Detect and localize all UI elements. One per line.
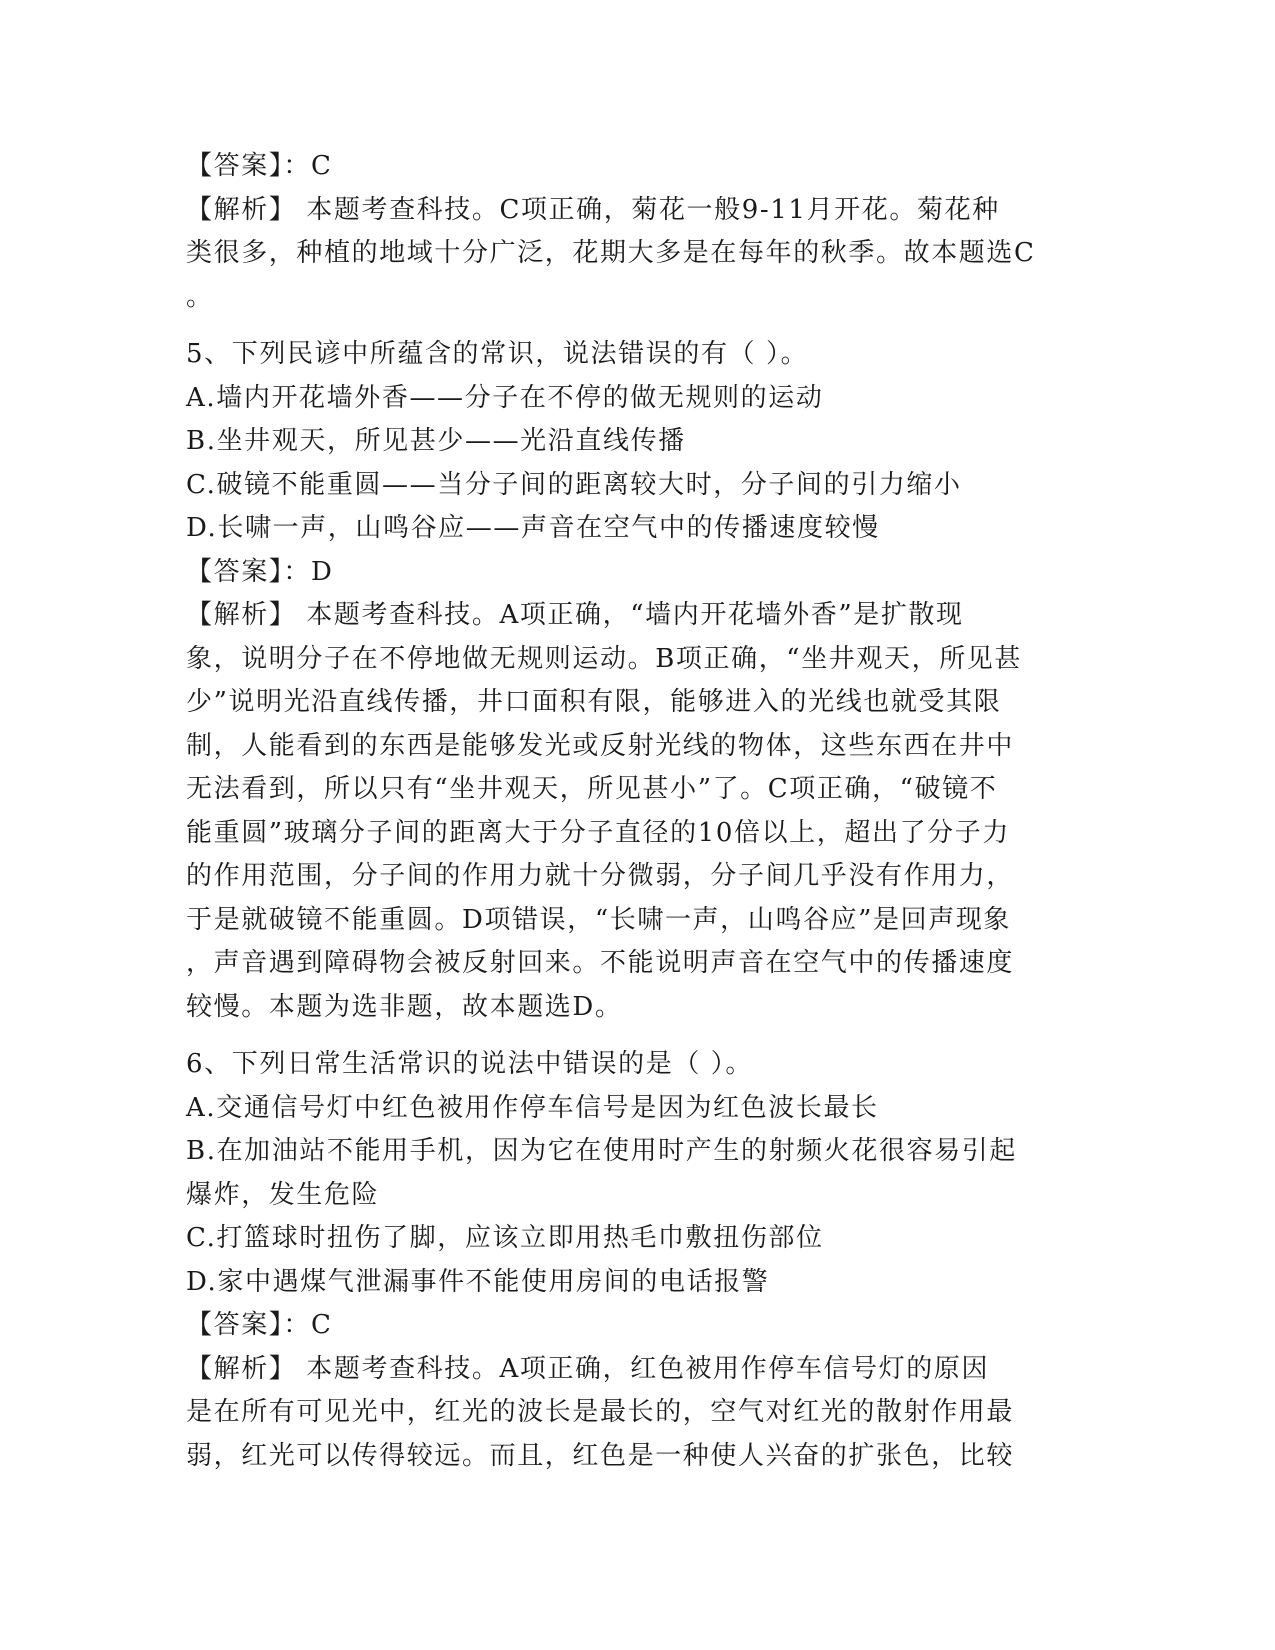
paragraph-gap xyxy=(186,1029,1086,1043)
q5-analysis-line: 能重圆”玻璃分子间的距离大于分子直径的10倍以上，超出了分子力 xyxy=(186,817,1010,848)
q5-option-a: A.墙内开花墙外香——分子在不停的做无规则的运动 xyxy=(186,382,824,413)
q5-option-d: D.长啸一声，山鸣谷应——声音在空气中的传播速度较慢 xyxy=(186,513,880,543)
q6-answer: 【答案】：C xyxy=(186,1310,333,1340)
q5-analysis-line: 无法看到，所以只有“坐井观天，所见甚小”了。C项正确，“破镜不 xyxy=(186,774,998,804)
question-5: 5、下列民谚中所蕴含的常识，说法错误的有（ ）。 xyxy=(186,339,809,369)
q5-option-c: C.破镜不能重圆——当分子间的距离较大时，分子间的引力缩小 xyxy=(186,469,962,500)
question-6: 6、下列日常生活常识的说法中错误的是（ ）。 xyxy=(186,1049,754,1079)
q5-analysis-line: 少”说明光沿直线传播，井口面积有限，能够进入的光线也就受其限 xyxy=(186,687,1002,717)
q5-analysis-line: 的作用范围，分子间的作用力就十分微弱，分子间几乎没有作用力， xyxy=(186,861,1015,891)
q6-option-a: A.交通信号灯中红色被用作停车信号是因为红色波长最长 xyxy=(186,1092,879,1123)
q6-analysis-line: 【解析】 本题考查科技。A项正确，红色被用作停车信号灯的原因 xyxy=(186,1353,990,1384)
q6-option-b-cont: 爆炸，发生危险 xyxy=(186,1179,380,1210)
q5-analysis-line: 【解析】 本题考查科技。A项正确，“墙内开花墙外香”是扩散现 xyxy=(186,600,964,630)
q5-analysis-line: 象，说明分子在不停地做无规则运动。B项正确，“坐井观天，所见甚 xyxy=(186,643,1022,674)
q5-answer: 【答案】：D xyxy=(186,556,334,587)
q5-analysis-line: ，声音遇到障碍物会被反射回来。不能说明声音在空气中的传播速度 xyxy=(186,948,1015,978)
q6-option-c: C.打篮球时扭伤了脚，应该立即用热毛巾敷扭伤部位 xyxy=(186,1223,824,1253)
q6-option-d: D.家中遇煤气泄漏事件不能使用房间的电话报警 xyxy=(186,1266,770,1297)
q6-analysis-line: 弱，红光可以传得较远。而且，红色是一种使人兴奋的扩张色，比较 xyxy=(186,1440,1015,1471)
analysis-line: 。 xyxy=(186,281,214,312)
q5-option-b: B.坐井观天，所见甚少——光沿直线传播 xyxy=(186,426,686,456)
q5-analysis-line: 于是就破镜不能重圆。D项错误，“长啸一声，山鸣谷应”是回声现象 xyxy=(186,904,1012,935)
analysis-line: 【解析】 本题考查科技。C项正确，菊花一般9-11月开花。菊花种 xyxy=(186,194,1000,225)
q6-analysis-line: 是在所有可见光中，红光的波长是最长的，空气对红光的散射作用最 xyxy=(186,1397,1015,1427)
q6-option-b: B.在加油站不能用手机，因为它在使用时产生的射频火花很容易引起 xyxy=(186,1136,1017,1166)
q5-analysis-line: 较慢。本题为选非题，故本题选D。 xyxy=(186,991,623,1022)
answer-line: 【答案】：C xyxy=(186,151,333,181)
analysis-line: 类很多，种植的地域十分广泛，花期大多是在每年的秋季。故本题选C xyxy=(186,238,1036,268)
document-page xyxy=(186,145,1086,1478)
paragraph-gap xyxy=(186,319,1086,333)
q5-analysis-line: 制，人能看到的东西是能够发光或反射光线的物体，这些东西在井中 xyxy=(186,730,1015,761)
